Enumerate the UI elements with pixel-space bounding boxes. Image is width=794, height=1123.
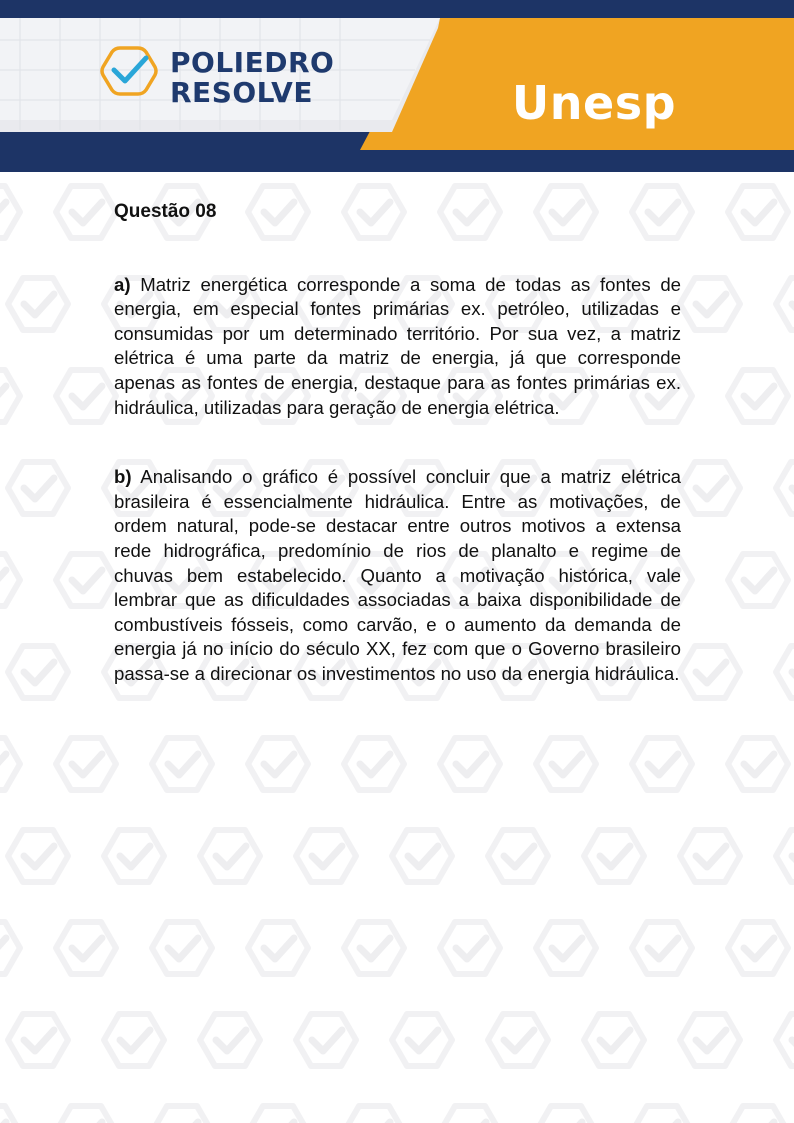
- pattern-check-icon: [344, 1106, 404, 1123]
- pattern-check-icon: [56, 922, 116, 974]
- answer-b: [114, 465, 681, 686]
- question-content: [114, 200, 681, 732]
- pattern-check-icon: [728, 370, 788, 422]
- pattern-check-icon: [56, 370, 116, 422]
- pattern-check-icon: [680, 646, 740, 698]
- pattern-check-icon: [392, 830, 452, 882]
- pattern-check-icon: [0, 922, 20, 974]
- pattern-check-icon: [56, 554, 116, 606]
- pattern-check-icon: [344, 922, 404, 974]
- pattern-check-icon: [8, 462, 68, 514]
- pattern-check-icon: [632, 1106, 692, 1123]
- pattern-check-icon: [584, 830, 644, 882]
- pattern-check-icon: [296, 1014, 356, 1066]
- pattern-check-icon: [0, 370, 20, 422]
- pattern-check-icon: [104, 830, 164, 882]
- pattern-check-icon: [152, 922, 212, 974]
- pattern-check-icon: [584, 1014, 644, 1066]
- pattern-check-icon: [680, 462, 740, 514]
- pattern-check-icon: [56, 186, 116, 238]
- pattern-check-icon: [0, 186, 20, 238]
- pattern-check-icon: [392, 1014, 452, 1066]
- question-title: Questão 08: [114, 201, 217, 222]
- pattern-check-icon: [0, 554, 20, 606]
- pattern-check-icon: [776, 646, 794, 698]
- pattern-check-icon: [728, 738, 788, 790]
- pattern-check-icon: [200, 830, 260, 882]
- pattern-check-icon: [776, 830, 794, 882]
- pattern-check-icon: [680, 1014, 740, 1066]
- pattern-check-icon: [776, 462, 794, 514]
- pattern-check-icon: [488, 1014, 548, 1066]
- pattern-check-icon: [728, 1106, 788, 1123]
- pattern-check-icon: [200, 1014, 260, 1066]
- pattern-check-icon: [680, 830, 740, 882]
- pattern-check-icon: [56, 738, 116, 790]
- pattern-check-icon: [680, 278, 740, 330]
- answer-a-text: Matriz energética corresponde a soma de todas as fontes de energia, em especial fontes primárias ex. petróleo, utilizadas e consumidas por um determinado território. Por sua vez, a matriz elétrica é uma parte da matriz de energia, já que corresponde apenas as fontes de energia, destaque para as fontes primárias ex. hidráulica, utilizadas para geração de energia elétrica.: [114, 273, 681, 418]
- answer-a-tag: a): [114, 273, 131, 295]
- answer-b-tag: b): [114, 466, 132, 488]
- pattern-check-icon: [344, 738, 404, 790]
- pattern-check-icon: [8, 1014, 68, 1066]
- brand-name: [170, 48, 334, 108]
- pattern-check-icon: [152, 1106, 212, 1123]
- pattern-check-icon: [536, 738, 596, 790]
- pattern-check-icon: [776, 1014, 794, 1066]
- pattern-check-icon: [0, 738, 20, 790]
- pattern-check-icon: [104, 1014, 164, 1066]
- brand-line-2: RESOLVE: [170, 76, 313, 109]
- pattern-check-icon: [632, 922, 692, 974]
- answer-a: [114, 273, 681, 421]
- brand-line-1: POLIEDRO: [170, 46, 335, 79]
- pattern-check-icon: [728, 186, 788, 238]
- answer-b-text: Analisando o gráfico é possível concluir que a matriz elétrica brasileira é essencialmente hidráulica. Entre as motivações, de ordem natural, pode-se destacar entre outros motivos a extensa rede hidrográfica, predomínio de rios de planalto e regime de chuvas bem estabelecido. Quanto a motivação histórica, vale lembrar que as dificuldades associadas a baixa disponibilidade de combustíveis fósseis, como carvão, e o aumento da demanda de energia já no início do século XX, fez com que o Governo brasileiro passa-se a direcionar os investimentos no uso da energia hidráulica.: [114, 466, 681, 684]
- pattern-check-icon: [248, 1106, 308, 1123]
- pattern-check-icon: [440, 922, 500, 974]
- pattern-check-icon: [536, 922, 596, 974]
- exam-name: Unesp: [511, 76, 676, 130]
- pattern-check-icon: [728, 554, 788, 606]
- pattern-check-icon: [8, 278, 68, 330]
- pattern-check-icon: [728, 922, 788, 974]
- pattern-check-icon: [8, 646, 68, 698]
- header-banner: [0, 0, 794, 172]
- pattern-check-icon: [152, 738, 212, 790]
- pattern-check-icon: [248, 738, 308, 790]
- pattern-check-icon: [440, 1106, 500, 1123]
- pattern-check-icon: [296, 830, 356, 882]
- pattern-check-icon: [248, 922, 308, 974]
- pattern-check-icon: [440, 738, 500, 790]
- pattern-check-icon: [488, 830, 548, 882]
- pattern-check-icon: [776, 278, 794, 330]
- pattern-check-icon: [8, 830, 68, 882]
- pattern-check-icon: [56, 1106, 116, 1123]
- pattern-check-icon: [0, 1106, 20, 1123]
- pattern-check-icon: [536, 1106, 596, 1123]
- pattern-check-icon: [632, 738, 692, 790]
